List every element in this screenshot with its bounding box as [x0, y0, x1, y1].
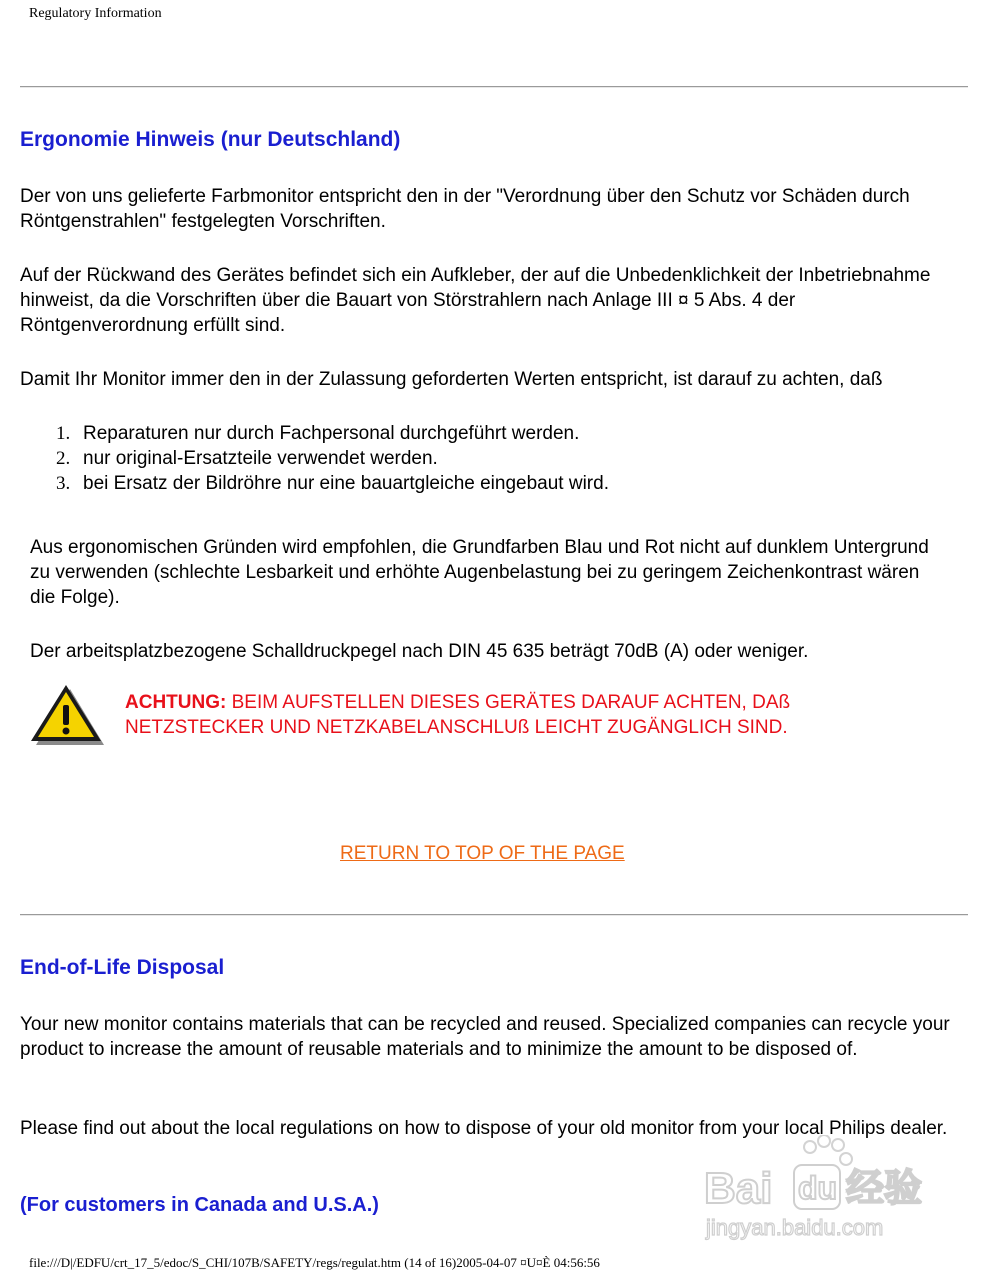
page-header-title: Regulatory Information: [29, 6, 162, 21]
warning-icon: [28, 683, 106, 747]
list-item-number: 1.: [56, 423, 71, 444]
watermark-cn: 经验: [846, 1166, 923, 1210]
list-item-text: bei Ersatz der Bildröhre nur eine bauartgleiche eingebaut wird.: [83, 473, 609, 494]
watermark-brand2: du: [798, 1170, 838, 1206]
ergonomie-paragraph-1: Der von uns gelieferte Farbmonitor entspricht den in der "Verordnung über den Schutz vor Schäden durch Röntgenstrahlen" festgelegten Vorschriften.: [20, 186, 910, 232]
baidu-watermark: [700, 1135, 940, 1245]
warning-text: BEIM AUFSTELLEN DIESES GERÄTES DARAUF ACHTEN, DAß NETZSTECKER UND NETZKABELANSCHLUß LEICHT ZUGÄNGLICH SIND.: [125, 692, 791, 738]
list-item-text: Reparaturen nur durch Fachpersonal durchgeführt werden.: [83, 423, 580, 444]
list-item-number: 3.: [56, 473, 71, 494]
list-item: [20, 446, 609, 471]
list-item-number: 2.: [56, 448, 71, 469]
requirements-list: [20, 421, 609, 496]
disposal-paragraph-2: Please find out about the local regulations on how to dispose of your old monitor from your local Philips dealer.: [20, 1118, 948, 1139]
return-to-top-link[interactable]: RETURN TO TOP OF THE PAGE: [340, 843, 625, 864]
disposal-paragraph-1: Your new monitor contains materials that can be recycled and reused. Specialized companies can recycle your product to increase the amount of reusable materials and to minimize the amount to be disposed of.: [20, 1014, 950, 1060]
watermark-brand: Bai: [704, 1164, 773, 1213]
section-divider: [20, 914, 968, 916]
canada-usa-subheading: (For customers in Canada and U.S.A.): [20, 1194, 379, 1216]
ergonomie-paragraph-4: Aus ergonomischen Gründen wird empfohlen, die Grundfarben Blau und Rot nicht auf dunklem Untergrund zu verwenden (schlechte Lesbarkeit und erhöhte Augenbelastung bei zu geringem Zeichenkontrast wären die Folge).: [30, 537, 929, 608]
watermark-url: jingyan.baidu.com: [706, 1215, 884, 1240]
page-footer-path: file:///D|/EDFU/crt_17_5/edoc/S_CHI/107B/SAFETY/regs/regulat.htm (14 of 16)2005-04-07 ¤U¤È 04:56:56: [29, 1255, 600, 1270]
warning-label: ACHTUNG:: [125, 692, 227, 713]
list-item-text: nur original-Ersatzteile verwendet werden.: [83, 448, 438, 469]
ergonomie-heading: Ergonomie Hinweis (nur Deutschland): [20, 128, 401, 151]
list-item: [20, 421, 609, 446]
ergonomie-paragraph-2: Auf der Rückwand des Gerätes befindet sich ein Aufkleber, der auf die Unbedenklichkeit der Inbetriebnahme hinweist, da die Vorschriften über die Bauart von Störstrahlern nach Anlage III ¤ 5 Abs. 4 der Röntgenverordnung erfüllt sind.: [20, 265, 931, 336]
disposal-heading: End-of-Life Disposal: [20, 956, 225, 979]
ergonomie-paragraph-3: Damit Ihr Monitor immer den in der Zulassung geforderten Werten entspricht, ist darauf zu achten, daß: [20, 369, 883, 390]
warning-message: [125, 690, 885, 740]
top-divider: [20, 86, 968, 88]
ergonomie-paragraph-5: Der arbeitsplatzbezogene Schalldruckpegel nach DIN 45 635 beträgt 70dB (A) oder weniger.: [30, 641, 809, 662]
list-item: [20, 471, 609, 496]
